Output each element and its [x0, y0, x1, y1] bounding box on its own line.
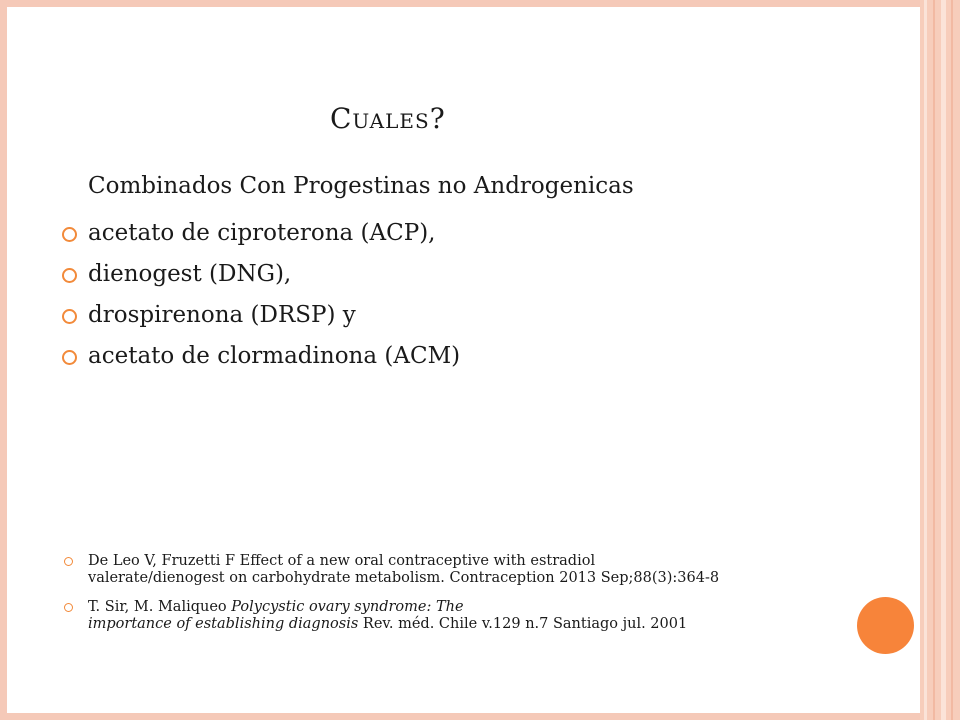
slide-frame-top — [0, 0, 920, 7]
reference-article-title: importance of establishing diagnosis — [88, 616, 359, 632]
reference-authors: T. Sir, M. Maliqueo — [88, 599, 232, 615]
slide-subtitle: Combinados Con Progestinas no Androgenicas — [88, 173, 634, 199]
bullet-list — [60, 217, 460, 381]
decorative-stripe — [951, 0, 953, 720]
bullet-item — [60, 299, 460, 340]
slide-frame-left — [0, 0, 7, 720]
bullet-item — [60, 217, 460, 258]
bullet-item — [60, 258, 460, 299]
reference-journal: Rev. méd. Chile v.129 n.7 Santiago jul. 2001 — [358, 616, 688, 632]
decorative-orange-circle — [857, 597, 914, 654]
decorative-stripe — [941, 0, 946, 720]
slide-frame-bottom — [0, 713, 920, 720]
reference-line: valerate/dienogest on carbohydrate metabolism. Contraception 2013 Sep;88(3):364-8 — [88, 570, 720, 586]
reference-list — [60, 553, 848, 645]
bullet-text: acetato de ciproterona (ACP), — [88, 220, 436, 246]
circle-bullet-icon — [64, 557, 73, 566]
decorative-stripe — [924, 0, 927, 720]
reference-item — [60, 599, 848, 633]
circle-bullet-icon — [62, 268, 77, 283]
circle-bullet-icon — [62, 309, 77, 324]
reference-article-title: Polycystic ovary syndrome: The — [231, 599, 464, 615]
reference-line — [88, 599, 848, 616]
reference-line: De Leo V, Fruzetti F Effect of a new oral contraceptive with estradiol — [88, 553, 596, 569]
reference-item — [60, 553, 848, 587]
bullet-text: acetato de clormadinona (ACM) — [88, 343, 461, 369]
circle-bullet-icon — [62, 227, 77, 242]
bullet-item — [60, 340, 460, 381]
bullet-text: dienogest (DNG), — [88, 261, 292, 287]
slide-title: Cuales? — [330, 102, 446, 135]
reference-line — [88, 616, 848, 633]
circle-bullet-icon — [62, 350, 77, 365]
bullet-text: drospirenona (DRSP) y — [88, 302, 356, 328]
circle-bullet-icon — [64, 603, 73, 612]
decorative-stripe — [933, 0, 935, 720]
